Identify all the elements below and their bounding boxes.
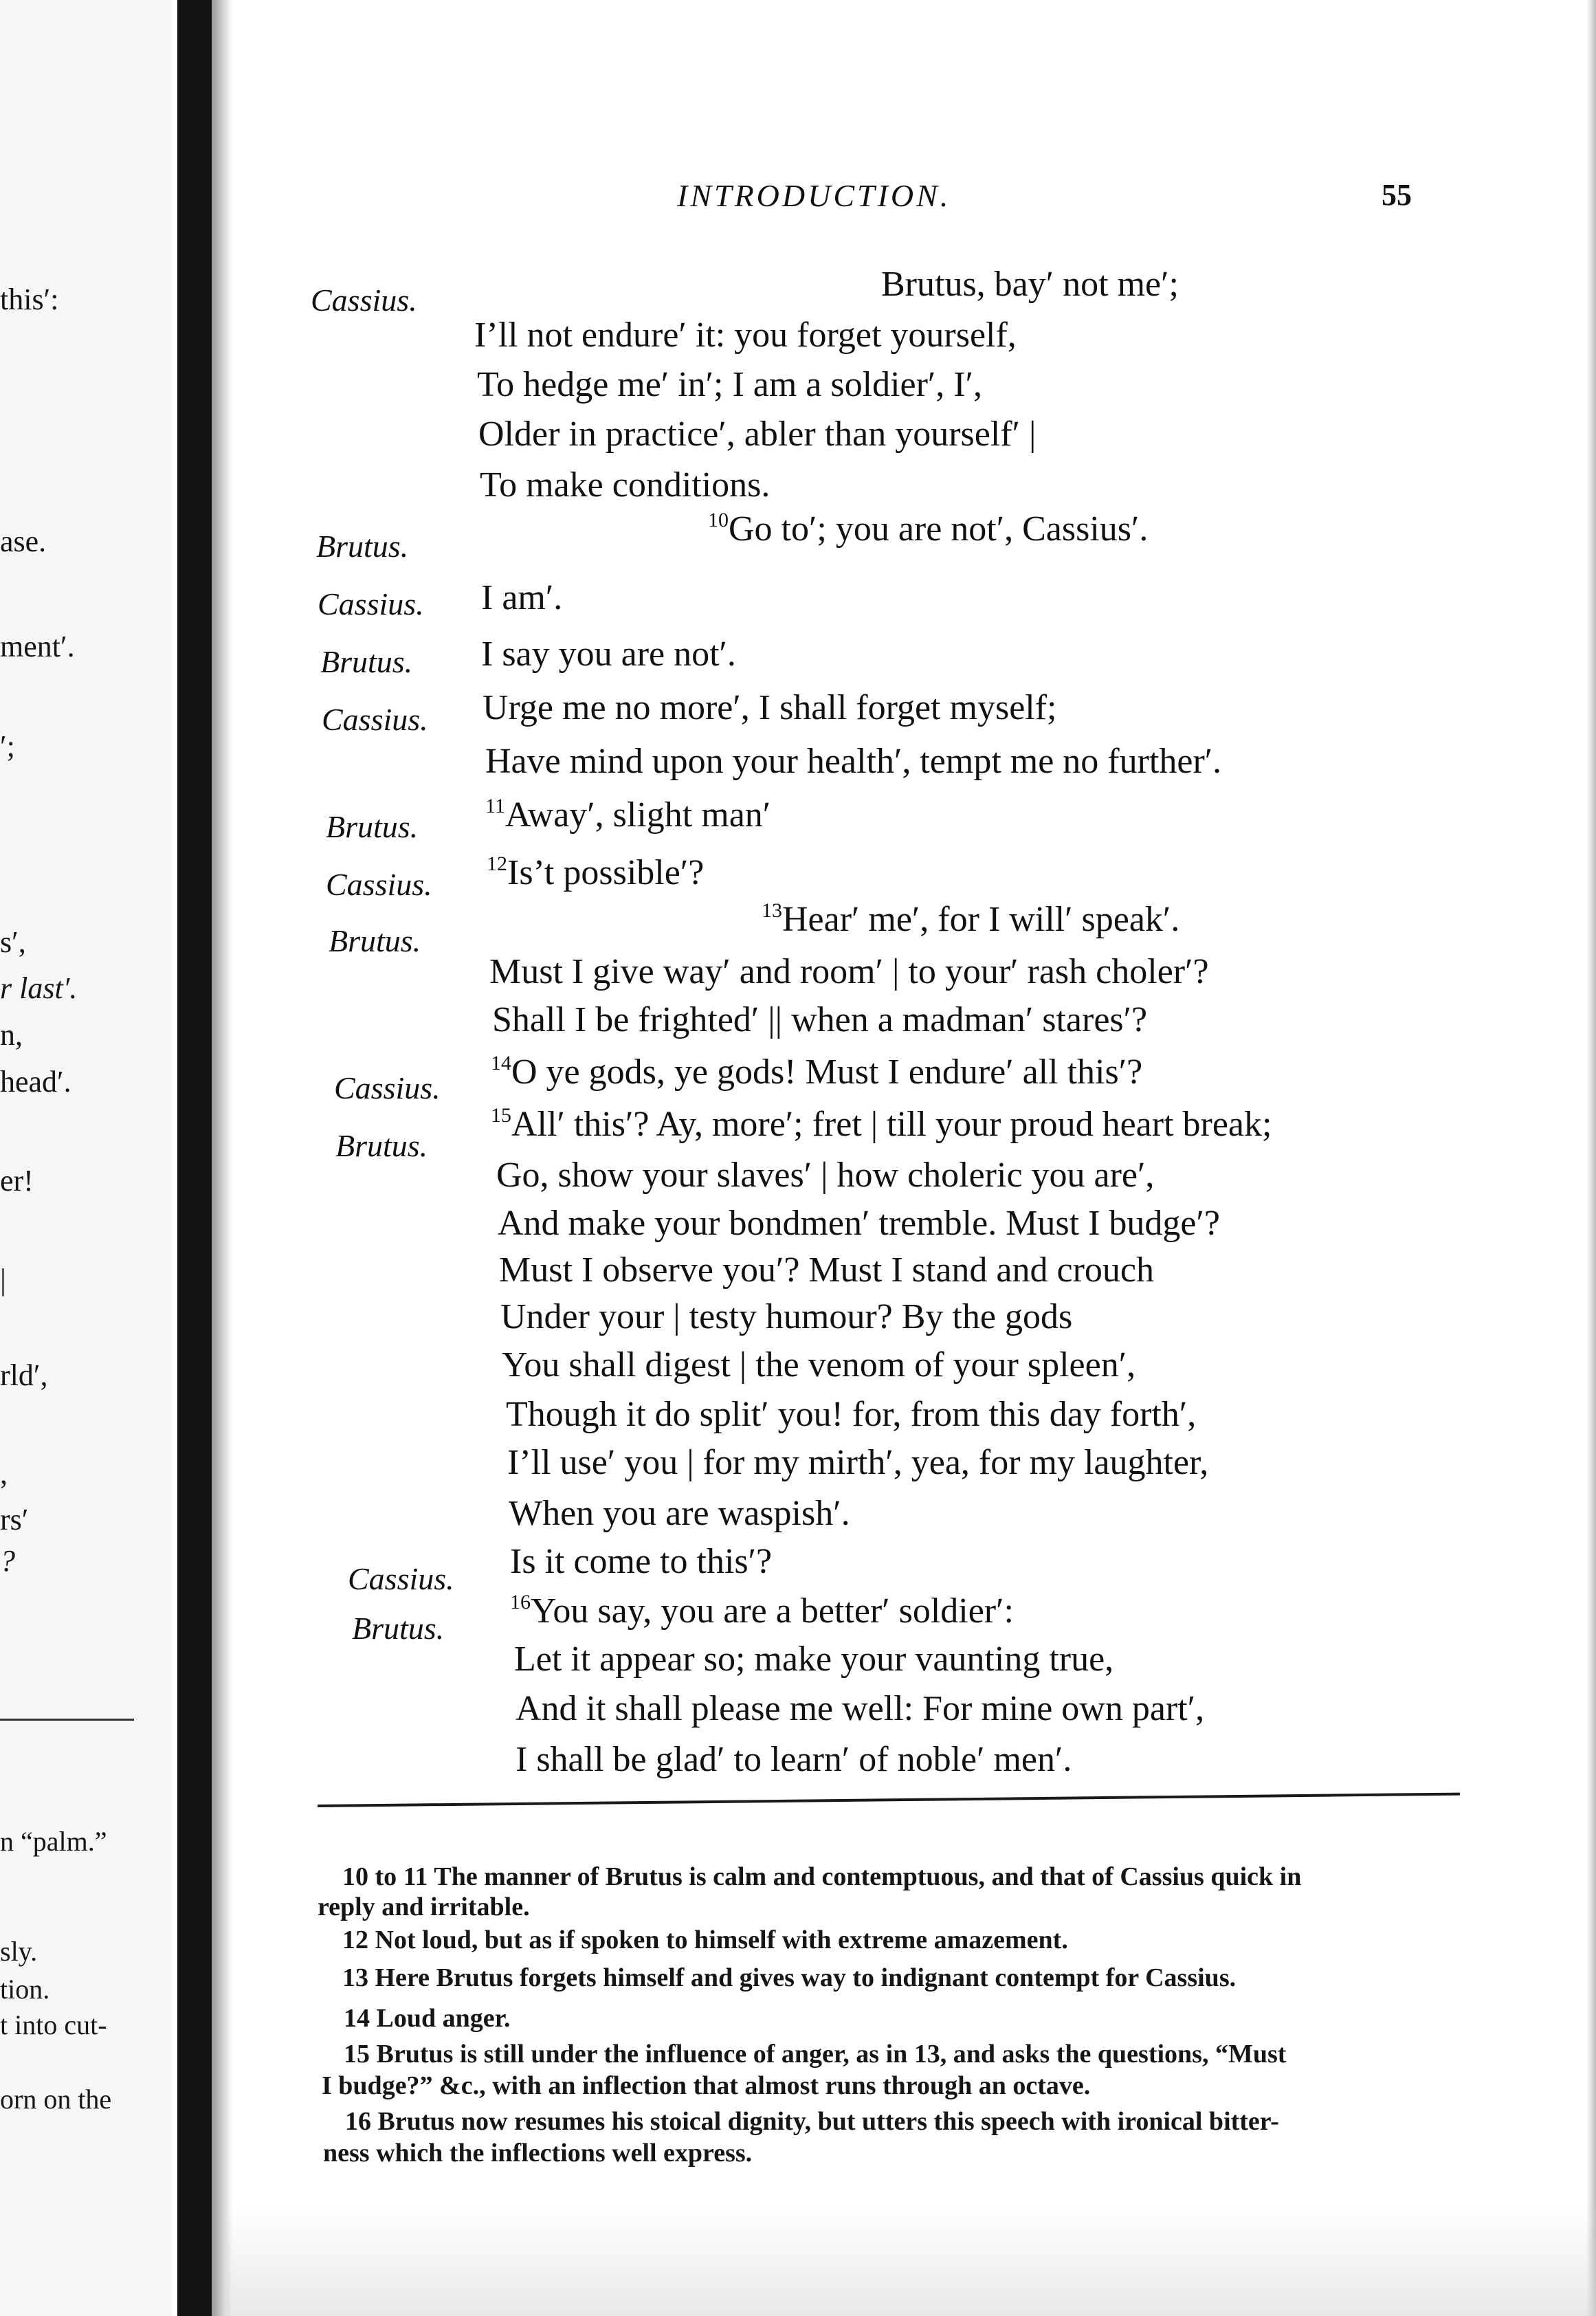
verse-line: I’ll not endure′ it: you forget yourself,	[474, 316, 1017, 355]
left-page-rule	[0, 1719, 134, 1721]
line-number: 12	[487, 852, 507, 875]
left-page-text: this′:	[0, 283, 59, 316]
left-page-text: ′;	[0, 729, 15, 763]
verse-line: Go, show your slaves′ | how choleric you are′,	[496, 1156, 1155, 1195]
speaker-label: Brutus.	[329, 923, 421, 958]
verse-line: To make conditions.	[480, 465, 771, 505]
page-bottom-shading	[227, 2206, 1596, 2316]
left-page-text: t into cut-	[0, 2009, 107, 2040]
line-number: 15	[491, 1104, 511, 1127]
line-number: 14	[491, 1052, 511, 1074]
footnote: reply and irritable.	[318, 1893, 530, 1921]
left-page-text: rld′,	[0, 1358, 48, 1392]
verse-line: To hedge me′ in′; I am a soldier′, I′,	[477, 365, 982, 404]
gutter-shadow	[212, 0, 232, 2316]
verse-line: I shall be glad′ to learn′ of noble′ men′.	[516, 1740, 1072, 1779]
left-page-text: rs′	[0, 1503, 29, 1536]
verse-line-numbered	[708, 509, 1148, 549]
verse-text: O ye gods, ye gods! Must I endure′ all this′?	[511, 1052, 1143, 1092]
left-page-text: sly.	[0, 1936, 38, 1967]
footnote: 15 Brutus is still under the influence of anger, as in 13, and asks the questions, “Must	[344, 2040, 1287, 2069]
verse-line: Shall I be frighted′ || when a madman′ stares′?	[492, 1000, 1148, 1039]
line-number: 10	[708, 509, 729, 531]
verse-line: And it shall please me well: For mine own part′,	[516, 1689, 1205, 1728]
speaker-label: Brutus.	[316, 529, 409, 564]
verse-line: Must I observe you′? Must I stand and crouch	[499, 1250, 1154, 1290]
verse-line-numbered	[762, 899, 1179, 940]
book-gutter	[177, 0, 212, 2316]
footnote: 14 Loud anger.	[344, 2004, 511, 2033]
left-page-text: r last′.	[0, 971, 78, 1005]
verse-line-numbered	[510, 1591, 1014, 1631]
footnote: I budge?” &c., with an inflection that almost runs through an octave.	[322, 2071, 1091, 2100]
verse-line-numbered	[485, 795, 771, 835]
footnote: 16 Brutus now resumes his stoical dignity, but utters this speech with ironical bitter-	[345, 2107, 1279, 2136]
line-number: 11	[485, 795, 505, 817]
speaker-label: Cassius.	[326, 867, 432, 902]
verse-line-numbered	[491, 1104, 1272, 1145]
left-page-text: |	[0, 1263, 6, 1297]
left-page-text: n,	[0, 1018, 23, 1052]
speaker-label: Brutus.	[320, 644, 413, 679]
verse-line: Is it come to this′?	[510, 1542, 773, 1581]
verse-text: Hear′ me′, for I will′ speak′.	[782, 900, 1180, 939]
speaker-label: Cassius.	[311, 283, 417, 318]
page-number: 55	[1382, 178, 1412, 212]
verse-text: Go to′; you are not′, Cassius′.	[729, 509, 1149, 549]
left-page-text: er!	[0, 1164, 34, 1198]
verse-line: Brutus, bay′ not me′;	[881, 265, 1179, 304]
page-edge-shadow	[1586, 0, 1596, 2316]
verse-line: I am′.	[481, 578, 563, 617]
verse-line: You shall digest | the venom of your spleen′,	[502, 1345, 1136, 1385]
left-page-text: ,	[0, 1457, 8, 1490]
verse-text: Away′, slight man′	[505, 795, 771, 835]
verse-line: Urge me no more′, I shall forget myself;	[483, 688, 1057, 727]
verse-text: Is’t possible′?	[507, 853, 705, 892]
speaker-label: Cassius.	[348, 1561, 454, 1596]
left-page-text: tion.	[0, 1974, 50, 2005]
verse-line: Must I give way′ and room′ | to your′ rash choler′?	[489, 952, 1209, 991]
left-page-text: ase.	[0, 525, 47, 558]
verse-text: All′ this′? Ay, more′; fret | till your proud heart break;	[511, 1105, 1272, 1144]
footnote: ness which the inflections well express.	[323, 2139, 753, 2168]
line-number: 13	[762, 899, 782, 922]
footnote-rule	[318, 1793, 1460, 1807]
footnote: 13 Here Brutus forgets himself and gives way to indignant contempt for Cassius.	[342, 1963, 1237, 1992]
running-head: INTRODUCTION.	[677, 178, 951, 213]
verse-line: Have mind upon your health′, tempt me no further′.	[485, 742, 1222, 781]
line-number: 16	[510, 1591, 531, 1613]
speaker-label: Cassius.	[322, 702, 428, 737]
left-page-text: ?	[0, 1544, 15, 1578]
verse-line: Under your | testy humour? By the gods	[500, 1297, 1073, 1336]
speaker-label: Brutus.	[335, 1128, 428, 1163]
speaker-label: Brutus.	[326, 809, 419, 844]
verse-line: Older in practice′, abler than yourself′ |	[478, 415, 1037, 454]
left-page-text: ment′.	[0, 630, 75, 663]
footnote: 10 to 11 The manner of Brutus is calm and contemptuous, and that of Cassius quick in	[342, 1862, 1302, 1891]
speaker-label: Cassius.	[318, 586, 424, 621]
verse-line: I’ll use′ you | for my mirth′, yea, for my laughter,	[507, 1443, 1209, 1482]
verse-line-numbered	[487, 852, 704, 893]
verse-line: Let it appear so; make your vaunting true,	[514, 1640, 1114, 1679]
speaker-label: Brutus.	[352, 1611, 445, 1646]
footnote: 12 Not loud, but as if spoken to himself with extreme amazement.	[342, 1926, 1068, 1954]
verse-line-numbered	[491, 1052, 1142, 1092]
verse-line: When you are waspish′.	[509, 1494, 850, 1533]
speaker-label: Cassius.	[334, 1070, 441, 1105]
left-page-text: orn on the	[0, 2084, 112, 2115]
verse-line: Though it do split′ you! for, from this day forth′,	[506, 1395, 1197, 1434]
verse-line: And make your bondmen′ tremble. Must I budge′?	[498, 1204, 1220, 1243]
verse-text: You say, you are a better′ soldier′:	[531, 1591, 1014, 1631]
left-page-text: s′,	[0, 925, 26, 959]
left-page-text: n “palm.”	[0, 1826, 107, 1857]
left-page-text: head′.	[0, 1065, 71, 1099]
verse-line: I say you are not′.	[481, 635, 736, 674]
left-page-fragment	[0, 0, 172, 2316]
